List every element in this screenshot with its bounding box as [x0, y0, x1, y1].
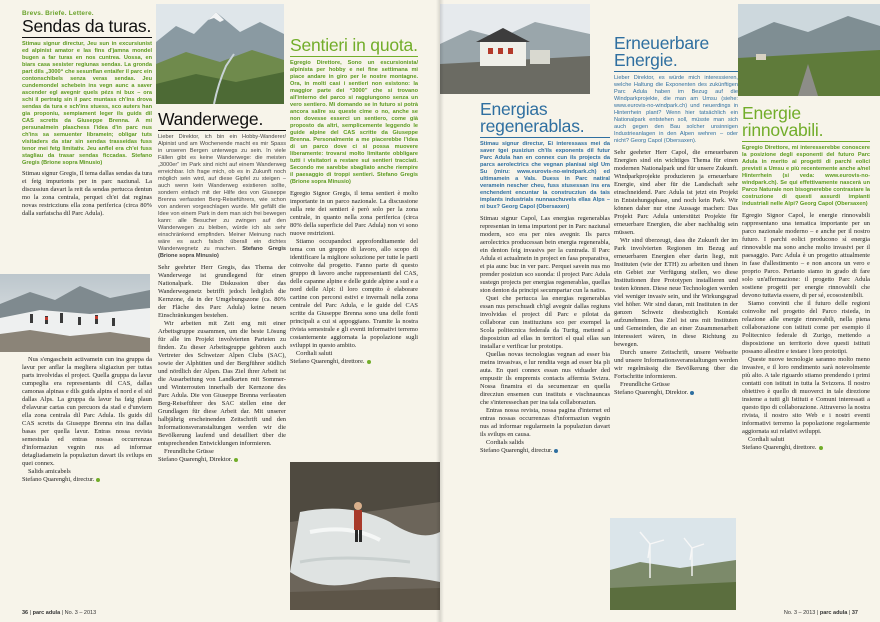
- headline-romansh: Sendas da turas.: [22, 16, 152, 36]
- signature-german-right: Stefano Quarenghi, Direktor.: [614, 389, 738, 397]
- letter-deck-romansh-right: Stimau signur directur, Ei interessass mei da saver tgei pusiziun ch'ils exponents dil futur Parc Adula han en connex cun ils projects da parcs aerolectrics che vegnan planisai sigl Um Su (miru: www.eurovis-no-windpark.ch) ed ultimamein a Vals. Duess in Parc natiral veramein nescher cheu, fuss stusessan ins era enchendent encuntar la construcziun da tais implants industrials nunnaschuvels ellas Alps – ni bux? Georg Capol (Obersaxen): [480, 141, 610, 210]
- reply-german-right-2: Wir sind überzeugt, dass die Zukunft der im Park involvierten Regionen im Bezug auf erneuerbaren Energien eher darin liegt, mit Instituten (wie der ETH) zu arbeiten und ihnen ein Gebiet zur Verfügung stellen, wo diese Institutionen ihre Prototypen installieren und testen können. Diese neue Technologien werden viel weniger invasiv sein, und ihr Wirkungsgrad viel höher. Wir sind daran, mit Instituten in der ganzen Schweiz diesbezüglich Kontakt aufzunehmen. Das Ziel ist uns mit Instituten und Gemeinden, die an einer Zusammenarbeit interessiert wären, in diese Richtung zu bewegen.: [614, 237, 738, 348]
- road-landscape-photo: [738, 4, 880, 96]
- reply-italian-right-1: Egregio Signor Capol, le energie rinnovabili rappresentano una tematica importante per un parco nazionale moderno – e anche per il nostro futuro. I parchi eolici producono sì energia rinnovabile ma sono anche molto invasivi per il paesaggio. Parc Adula è un progetto attualmente in fase d'allestimento – e non ancora un vero e proprio Parco. Pertanto siamo in grado di fare solo un'affermazione: il progetto Parc Adula sostiene progetti per energie rinnovabili che devono tuttavia essere, di per sé, ecosostenibili.: [742, 212, 870, 299]
- reply-german-left-1: Sehr geehrter Herr Gregis, das Thema der Wanderwege ist grundlegend für einen Nationalpark. Die Diskussion über das Wanderwegenetz betrifft jedoch lediglich die Kernzone, da in der Umgebungszone (ca. 80% der Fläche des Parc Adula) keine neuen Einschränkungen bestehen.: [158, 264, 286, 319]
- italian-letter: [290, 36, 418, 436]
- closing-german-left: Freundliche Grüsse: [164, 448, 214, 455]
- romansh-energy-letter: [480, 100, 610, 616]
- reply-romansh-right-2: Quei che pertucca las energias regenerablas essan nus perschuadi ch'igl avegnir dallas regiuns involvidas el project dil Parc e pilotat da collaborar cun instituziuns sco per exempel la Scola politecnica federala da Turitg, mettend a disposiziun ad ellas in territori el qual ellas san installar e verificar lur prototips.: [480, 295, 610, 350]
- romansh-reply: [22, 356, 152, 616]
- headline-italian-left: Sentieri in quota.: [290, 36, 418, 55]
- reply-german-right-3: Durch unsere Zeitschrift, unsere Webseite und unsere Informationsveranstaltungen werden wir regelmässig die Bevölkerung über die Fortschritte informieren.: [614, 349, 738, 380]
- headline-italian-right: Energie rinnovabili.: [742, 105, 870, 142]
- reply-german-right-1: Sehr geehrter Herr Capol, die erneuerbaren Energien sind ein wichtiges Thema für einen modernen Nationalpark und für unsere Zukunft. Windparkprojekte produzieren ja erneuerbare Energie, sind aber für die Landschaft sehr einschneidend. Parc Adula ist jetzt ein Projekt in Entstehungsphase, und noch kein Park. Wir können daher nur eine Aussage machen: Das Projekt Parc Adula unterstützt Projekte für erneuerbare Energien, die aber nachhaltig sein müssen.: [614, 149, 738, 236]
- german-letter: [158, 110, 286, 616]
- reply-italian-left-1: Egregio Signor Gregis, il tema sentieri è molto importante in un parco nazionale. La discussione sulla rete dei sentieri è però solo per la zona centrale, in quanto nella zona periferica (circa 80% della superficie del Parc Adula) non vi sono nuove restrizioni.: [290, 190, 418, 237]
- letter-deck-german-left: Lieber Direktor, ich bin ein Hobby-Wanderer/ Alpinist und am Wochenende macht es mir Spass in unseren Bergen unterwegs zu sein. In viele Fällen gibt es keine Wanderwege: die meisten „3000er“ im Park sind nicht auf einem Wanderweg erreichbar. Ich frage mich, ob es in Zukunft noch möglich sein wird, auf diese Gipfel zu steigen – auch wenn kein Wanderweg existieren sollte, sondern einfach mit der Hilfe des von Giuseppe Brenna verfassten Berg-Reiseführers, wie schon von anderen vorgeschlagen wurde. Mir gefällt die Idee von einem Park in dem man sich frei bewegen kann: alle Besucher zu zwingen auf den Wanderwegen zu bleiben, würde ich als sehr einschränkend empfinden. Meiner Meinung nach wäre es auch falsch überall ein dichtes Wanderwegnetz zu machen. Stefano Gregis (Brione sopra Minusio): [158, 134, 286, 259]
- letter-deck-italian-right: Egregio Direttore, mi interesserebbe conoscere la posizione degli esponenti del futuro Parc Adula in merito ai progetti di parchi eolici previsti a Umsu e più recentemente anche a/nel Hinterrhein (si veda: www.eurovis-no-windpark.ch). Se qui effettivamente nascerà un Parco Naturale non bisognerebbe contrastare la costruzione di questi assurdi impianti industriali nelle Alpi? Georg Capol (Obersaxen): [742, 145, 870, 207]
- page-gutter: [436, 0, 444, 622]
- reply-romansh-intro: Stimau signur Gregis, Il tema dallas sendas da tura ei fetg impurtonts per in parc naziunal. La discussiun davart la reit da sendas pertucca dentun mo la zona centrala, perquei ch'ei dat reginas novas restricziuns ella zona periferica (circa 80% dalla surfatscha dil Parc Adula).: [22, 170, 152, 217]
- folio-right: No. 3 – 2013 | parc adula | 37: [783, 610, 858, 616]
- signature-italian-left: Stefano Quarenghi, direttore.: [290, 358, 418, 366]
- italian-energy-letter: [742, 104, 870, 616]
- closing-italian-right: Cordiali saluti: [748, 436, 785, 443]
- closing-german-right: Freundliche Grüsse: [620, 381, 670, 388]
- reply-romansh-right-1: Stimau signur Capol, Las energias regenerablas representan in tema impurtont per in Parc naziunal modern, sco era per nies avegnir. Ils parcs aerolectrics producessan bein energia regenerabla, ein denton feig invasivs per la cuntrada. Il Parc Adula ei actualmein in project en fasa preparativa, ei pia aunc buc in ver parc. Perquei savein nus mo prender posiziun sco suonda: il project Parc Adula sustegn projects per energias regenerablas, quellas ston denton da principi secumpartar cun la natira.: [480, 215, 610, 294]
- closing-italian-left: Cordiali saluti: [296, 350, 333, 357]
- mountain-valley-photo: [156, 4, 284, 104]
- romansh-letter: [22, 10, 152, 280]
- signature-romansh-right: Stefano Quarenghi, directur.: [480, 447, 610, 455]
- section-eyebrow: Brevs. Briefe. Lettere.: [22, 10, 94, 17]
- closing-romansh-right: Cordials salids: [486, 439, 524, 446]
- letter-deck-german-right: Lieber Direktor, es würde mich interessieren, welche Haltung die Exponenten des zukünftigen Parc Adula haben im Bezug auf die Windparkprojekte, die man am Umsu (siehe: www.eurovis-no-windpark.ch) und neuerdings in Hinterrhein plant? Wenn hier tatsächlich ein Nationalpark entstehen soll, müsste man sich auch gegen den Bau solcher unsinnigen Industrieanlagen in den Alpen wehren – oder nicht? Georg Capol (Obersaxen).: [614, 75, 738, 144]
- reply-romansh-body: Nus s'engaschein activamein cun ina gruppa da lavur per anflar la megliera sligiaziun per tuttas parts involvidas el project. Quella gruppa da lavur cumpeglia era representants dil CAS, dallas camonas alpinas e dils guids alpins el nord e el sid dallas Alps. La gruppa da lavur ha fatg plaun d'elavurar cartas cun percuors da stad e d'unviern ella zona centrala dil Parc Adula. Ils guids dil CAS scretts da Giuseppe Brenna ein ina dallas basas per quella lavur. Entras nossa revista semestrala ed entras nossas occurrenzas d'informaziun vegnin nus ad informar detagliadamein la populaziun davart ils svilups en quei connex.: [22, 356, 152, 467]
- headline-romansh-right: Energias regenerablas.: [480, 101, 610, 138]
- german-energy-letter: [614, 34, 738, 514]
- reply-italian-right-2: Siamo convinti che il futuro delle regioni coinvolte nel progetto del Parco risieda, in relazione alle energie rinnovabili, nella piena collaborazione con istituti come per esempio il Politecnico federale di Zurigo, mettendo a disposizione un territorio dove questi istituti possano allestire e testare i loro prototipi.: [742, 300, 870, 355]
- letter-deck-italian-left: Egregio Direttore, Sono un escursionista/ alpinista per hobby e nei fine settimana mi piace andare in giro per le nostre montagne. Ora, in molti casi i sentieri non esistono: la maggior parte dei “3000” che si trovano all'interno del parco si raggiungono senza un vero sentiero. Mi domando se in futuro si potrà ancora salire su queste cime o no, anche se non dovesse esserci un sentiero, come già proposto da altri, semplicemente leggendo le guide alpine del CAS scritte da Giuseppe Brenna. Personalmente a me piacerebbe l'idea di un parco dove ci si possa muovere liberamente: trovarsi molto limitante obbligare tutti i visitatori a restare sui sentieri tracciati. Secondo me sarebbe sbagliato anche riempire il paesaggio di troppi sentieri. Stefano Gregis (Brione sopra Minusio): [290, 60, 418, 185]
- reply-romansh-right-3: Quellas novas tecnologias vegnan ad esser bia meins invasivas, e lur rendita vegn ad esser bia pli auta. En quei connex essan nus viduader ded empustir ils empremis contacts affermia Svizra. Nossa finamira ei da secumenzar en quella direcziun ensemen cun instituts e vischnauncas che s'interessechan per ina tala collaboraziun.: [480, 351, 610, 406]
- folio-left: 36 | parc adula | No. 3 – 2013: [22, 610, 97, 616]
- letter-deck-romansh: Stimau signur directur, Jeu sun in excursiunist ed alpinist amator e las fins d'jamna mondel bugen a far turas en nos cuntrea. Uossa, en biars casa sesister regiunas sendas. La gronda part dils „3000“ che sesunflan entaifer il parc ein contonschibels senza veras sendas. Jeu cundemondel schebein ins vegn aunc a saver ascender egl avegnir quels pézs ni bux – ora schi il pertratg sin il parc muntass ch'ins drova sendas da tura e sch'ins stuess, sco auters han gia proponiu, sempiament leger ils guids dil CAS scretts da Giuseppe Brenna. A mi persunalmein plaschess l'idea d'in parc nus ch'ins sa semuenter libramein; obligar tuts visitaders da star sin sendas trasseidas fuss tenor mei fetg limitativ. Jeu anflel era ch'ei fuss stagliau da trasar sendas ficcadas. Stefano Gregis (Brione sopra Minusio): [22, 41, 152, 166]
- reply-german-left-2: Wir arbeiten mit Zeit eng mit einer Arbeitsgruppe zusammen, um die beste Lösung für alle im Projekt involvierten Parteien zu finden. Zu dieser Arbeitsgruppe gehören auch Vertreter des Schweizer Alpen Clubs (SAC), sowie der Alphütten und der Bergführer südlich und nördlich der Alpen. Das Ziel ihrer Arbeit ist die Ausarbeitung von Landkarten mit Sommer- und Winterrouten innerhalb der Kernzone des Parc Adula. Die von Giuseppe Brenna verfassten Berg-Reiseführer des SAC stellen eine der Grundlagen für diese Arbeit dar. Mit unserer halbjährig erscheinenden Zeitschrift und den Informationsveranstaltungen werden wir die Bevölkerung laufend und detailliert über die entsprechenden Entwicklungen informieren.: [158, 320, 286, 447]
- signature-italian-right: Stefano Quarenghi, direttore.: [742, 444, 870, 452]
- signature-german-left: Stefano Quarenghi, Direktor.: [158, 456, 286, 464]
- reply-italian-left-2: Stiamo occupandoci approfonditamente del tema con un gruppo di lavoro, allo scopo di identificare la migliore soluzione per tutte le parti coinvolte dal progetto. Fanno parte di questo gruppo di lavoro anche rappresentanti del CAS, delle capanne alpine e delle guide alpine a sud e a nord delle Alpi: il loro compito è elaborare cartine con percorsi estivi e invernali nella zona centrale del Parc Adula, e le guide del CAS scritte da Giuseppe Brenna sono una delle fonti principali a cui si appoggiano. Tramite la nostra rivista semestrale e gli eventi informativi terremo costantemente aggiornata la popolazione sugli sviluppi in questo ambito.: [290, 238, 418, 349]
- signature-romansh: Stefano Quarenghi, directur.: [22, 476, 152, 484]
- alpine-hut-photo: [440, 4, 590, 94]
- hikers-snowfield-photo: [0, 274, 150, 352]
- reply-romansh-right-4: Entras nossa revista, nossa pagina d'internet ed entras nossas occurrenzas d'informaziun vegnin nus ad informar regularmein la populaziun davart ils svilups en causa.: [480, 407, 610, 438]
- right-page: [440, 0, 880, 622]
- headline-german-right: Erneuerbare Energie.: [614, 35, 738, 72]
- reply-italian-right-3: Queste nuove tecnologie saranno molto meno invasive, e il loro rendimento sarà notevolmente più alto. A tale riguardo stiamo prendendo i primi contatti con istituti in tutta la Svizzera. Il nostro obiettivo è quello di muoverci in tale direzione insieme a tutti gli Istituti e Comuni interessati a questo tipo di collaborazione. Attraverso la nostra rivista, il nostro sito Web e i nostri eventi informativi terremo la popolazione regolarmente aggiornata sui relativi sviluppi.: [742, 356, 870, 435]
- river-crossing-photo: [290, 462, 440, 610]
- wind-turbines-photo: [610, 518, 736, 610]
- closing-romansh: Salids amicabels: [28, 468, 71, 475]
- headline-german-left: Wanderwege.: [158, 111, 286, 131]
